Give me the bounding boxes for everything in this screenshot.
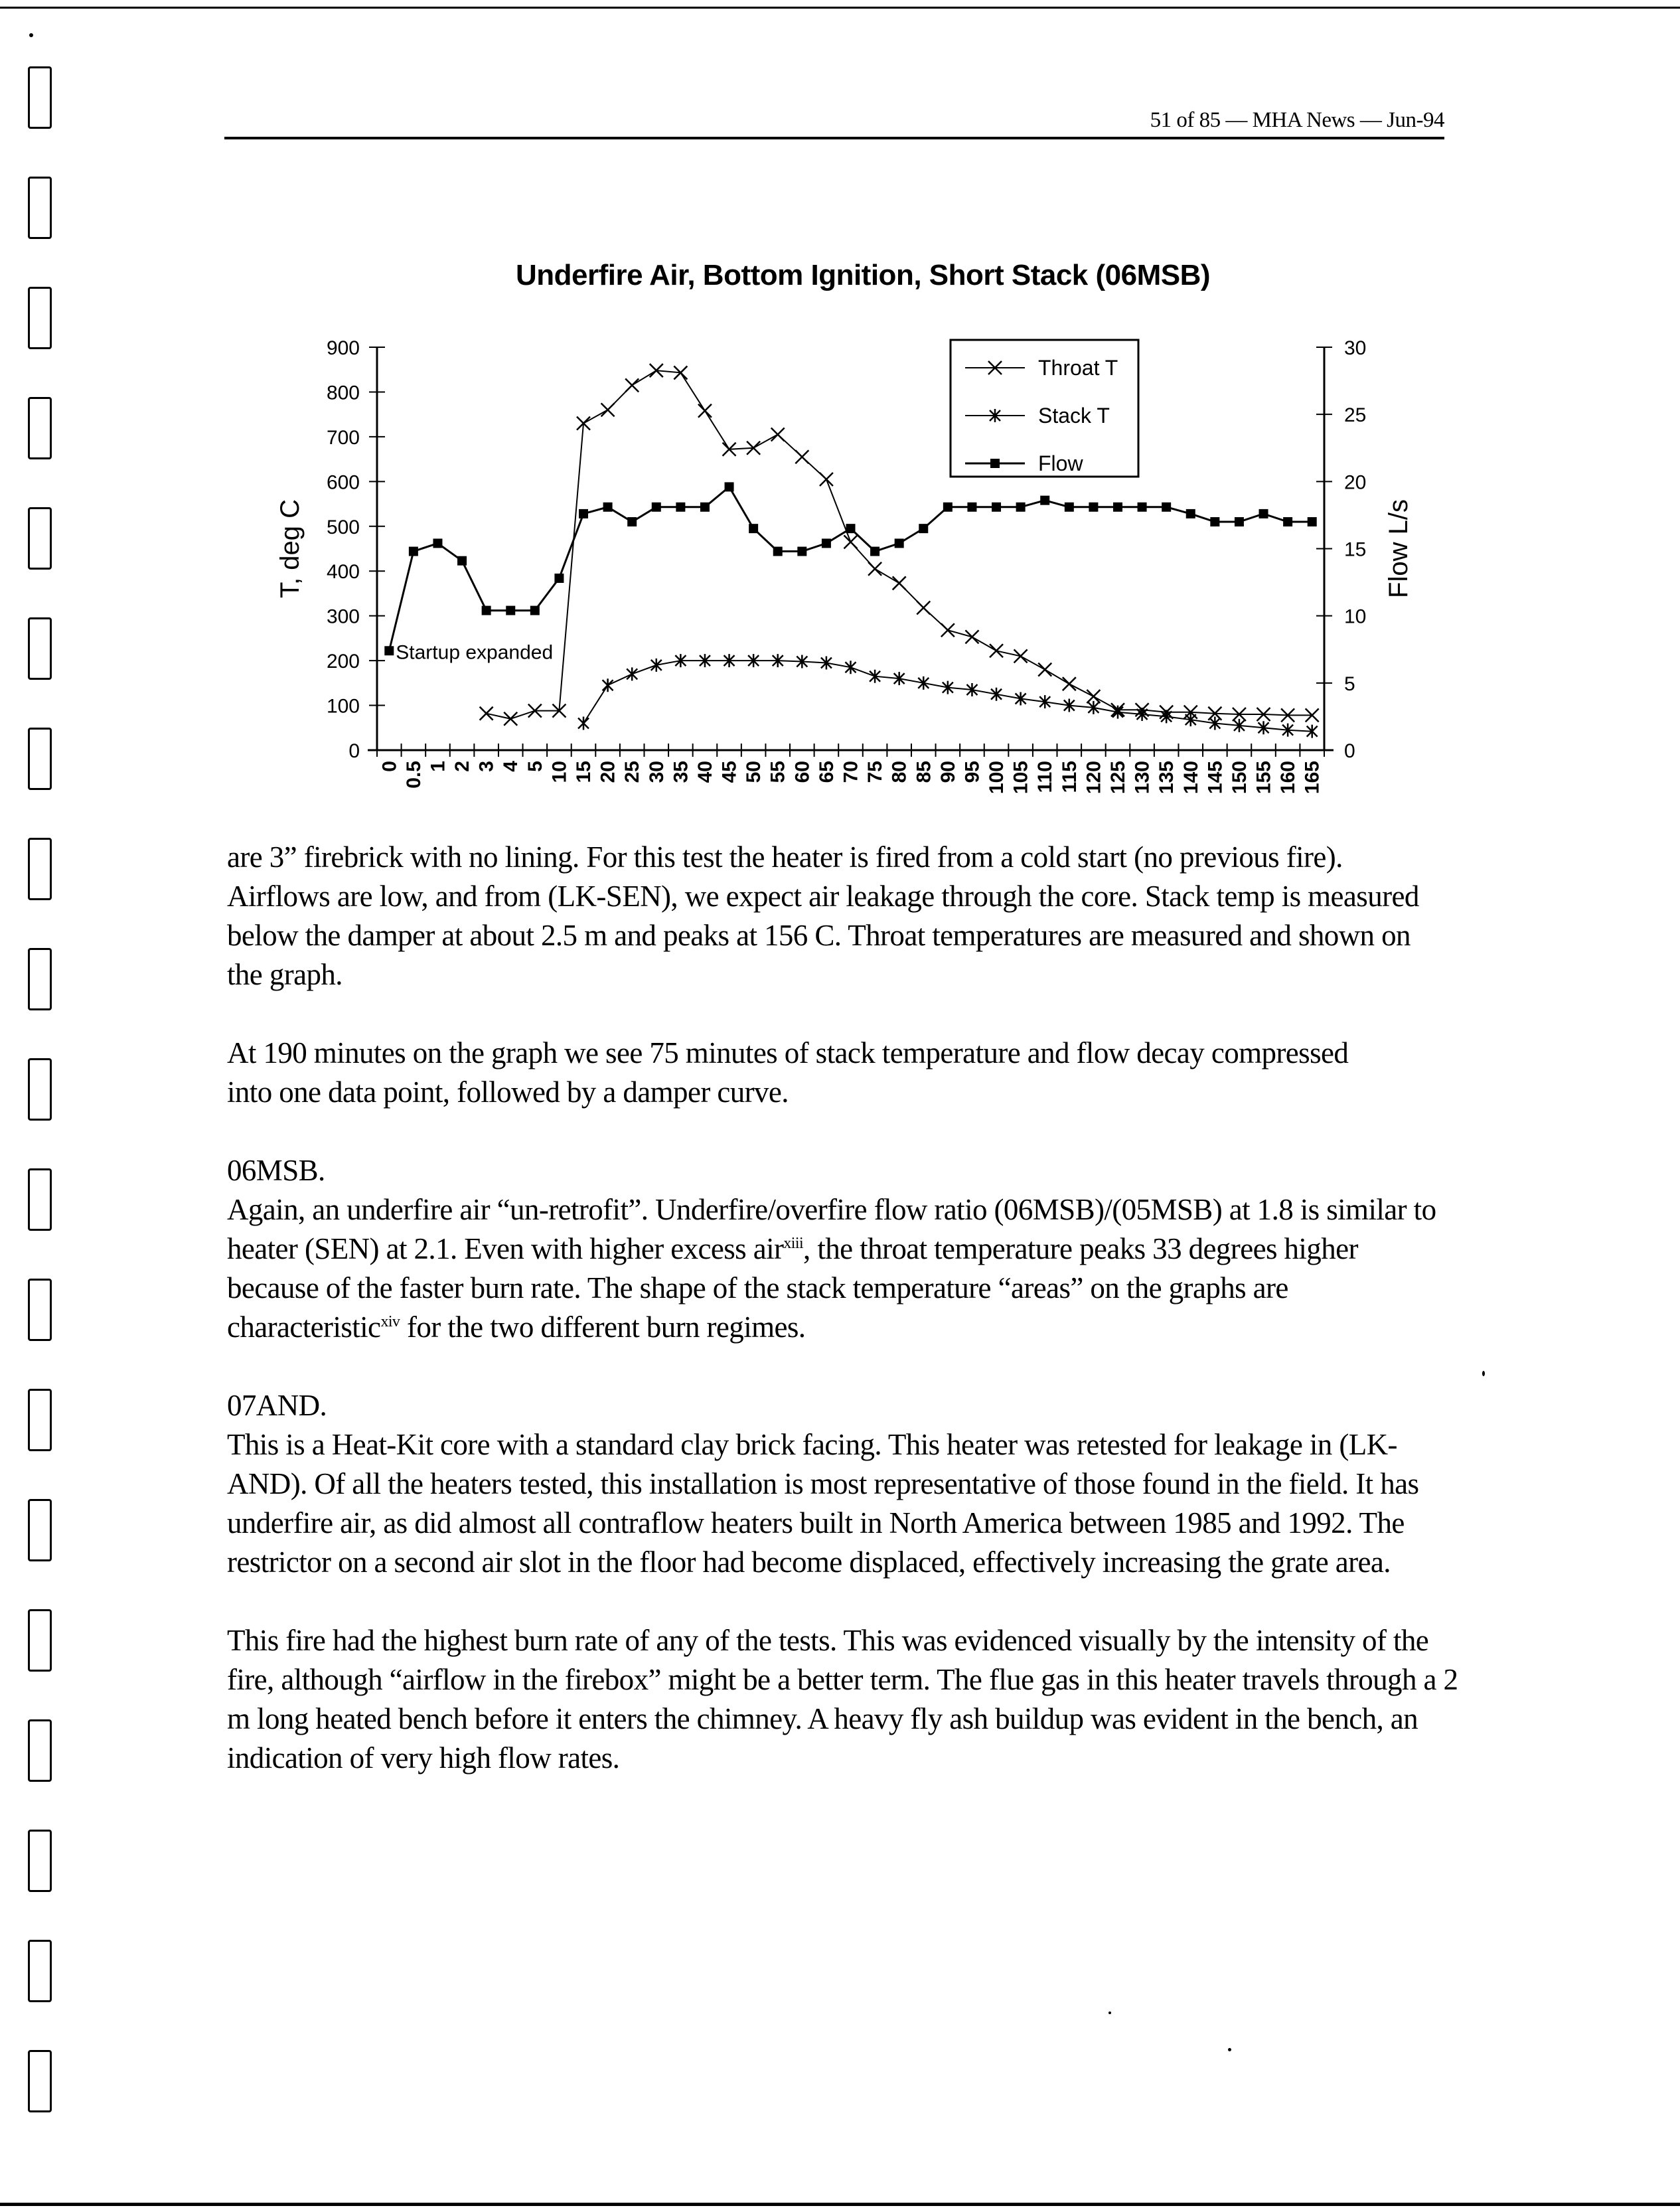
left-tick-label: 700	[326, 426, 360, 449]
left-tick-label: 100	[326, 695, 360, 718]
flow-line	[389, 487, 1312, 651]
right-tick-label: 20	[1344, 471, 1367, 494]
flow-marker	[676, 503, 685, 512]
throat-t-marker	[941, 623, 955, 637]
paragraph-3-part-c: for the two different burn regimes.	[400, 1310, 806, 1344]
right-tick-label: 10	[1344, 605, 1367, 628]
throat-t-marker	[795, 450, 808, 463]
binder-hole	[28, 2050, 52, 2112]
legend-label-throat-t: Throat T	[1038, 356, 1118, 380]
x-tick-label: 35	[670, 761, 692, 783]
x-tick-label: 155	[1253, 761, 1275, 795]
legend-label-stack-t: Stack T	[1038, 404, 1110, 428]
throat-t-marker	[504, 712, 517, 726]
flow-marker	[1186, 509, 1195, 518]
x-tick-label: 70	[840, 761, 862, 783]
left-axis-title: T, deg C	[275, 499, 305, 598]
x-tick-label: 45	[718, 761, 741, 783]
paragraph-2: At 190 minutes on the graph we see 75 minutes of stack temperature and flow decay compressed into one data point, followed by a damper curve.	[227, 1036, 1349, 1109]
binder-hole	[28, 838, 52, 900]
flow-marker	[725, 482, 734, 491]
x-tick-label: 85	[913, 761, 935, 783]
throat-t-marker	[480, 707, 493, 720]
flow-marker	[992, 503, 1001, 512]
flow-marker	[749, 524, 758, 533]
throat-t-marker	[990, 644, 1003, 657]
throat-t-marker	[601, 403, 615, 416]
flow-marker	[1235, 517, 1244, 526]
x-tick-label: 0.5	[402, 761, 425, 789]
throat-t-marker	[917, 601, 930, 615]
binder-hole	[28, 1830, 52, 1892]
throat-t-marker	[893, 576, 906, 590]
header-text: 51 of 85 — MHA News — Jun-94	[1150, 108, 1444, 132]
paragraph-3-part-a: Again, an underfire air “un-retrofit”. Underfire/overfire flow ratio (06MSB)/(05MSB) at 1.8 is similar to heater (SEN) at 2.1. Even with higher excess air	[227, 1193, 1436, 1265]
x-tick-label: 160	[1277, 761, 1300, 795]
paragraph-1: are 3” firebrick with no lining. For this test the heater is fired from a cold start (no previous fire). Airflows are low, and from (LK-SEN), we expect air leakage through the core. Stack temp is measured below the damper at about 2.5 m and peaks at 156 C. Throat temperatures are measured and shown on the graph.	[227, 840, 1419, 991]
flow-marker	[1089, 503, 1098, 512]
flow-marker	[846, 524, 856, 533]
flow-marker	[1210, 517, 1219, 526]
footnote-ref-xiv[interactable]: xiv	[380, 1313, 400, 1330]
x-tick-label: 135	[1156, 761, 1178, 795]
x-tick-label: 50	[743, 761, 765, 783]
flow-marker	[457, 556, 467, 566]
flow-marker	[895, 538, 904, 548]
throat-t-marker	[625, 378, 639, 392]
startup-annotation: Startup expanded	[396, 641, 554, 664]
right-tick-label: 25	[1344, 404, 1367, 427]
x-tick-label: 165	[1301, 761, 1324, 795]
x-tick-label: 30	[645, 761, 668, 783]
x-tick-label: 4	[500, 761, 522, 772]
binder-hole	[28, 1168, 52, 1231]
x-tick-label: 3	[475, 761, 498, 772]
flow-marker	[627, 517, 637, 526]
flow-marker	[530, 606, 540, 615]
binder-hole	[28, 1499, 52, 1561]
throat-t-marker	[1014, 649, 1028, 663]
flow-marker	[870, 547, 879, 556]
stack-t-marker	[846, 661, 856, 674]
left-tick-label: 0	[348, 740, 360, 762]
throat-t-marker	[1063, 677, 1076, 690]
x-tick-label: 90	[937, 761, 959, 783]
flow-marker	[943, 503, 953, 512]
x-tick-label: 150	[1228, 761, 1251, 795]
scan-speck	[1228, 2048, 1231, 2051]
right-axis-title: Flow L/s	[1384, 499, 1413, 598]
flow-marker	[822, 538, 831, 548]
flow-marker	[919, 524, 928, 533]
throat-t-marker	[965, 630, 978, 643]
scan-speck	[1108, 2011, 1111, 2014]
binder-hole	[28, 1940, 52, 2002]
flow-marker	[579, 509, 588, 518]
x-tick-label: 125	[1107, 761, 1129, 795]
throat-t-marker	[1038, 663, 1051, 676]
footnote-ref-xiii[interactable]: xiii	[783, 1235, 804, 1252]
flow-marker	[773, 547, 783, 556]
paragraph-3-part-b: , the throat temperature peaks 33 degrees higher because of the faster burn rate. The shape of the stack temperature “areas” on the graphs are characteristic	[227, 1232, 1358, 1344]
flow-marker	[433, 538, 442, 548]
flow-marker	[384, 646, 394, 655]
flow-marker	[1138, 503, 1147, 512]
x-tick-label: 120	[1083, 761, 1105, 795]
x-tick-label: 80	[888, 761, 911, 783]
heading-06msb: 06MSB.	[227, 1154, 325, 1187]
x-tick-label: 1	[427, 761, 449, 772]
binder-hole	[28, 1609, 52, 1672]
x-tick-label: 75	[864, 761, 887, 783]
paragraph-4: This is a Heat-Kit core with a standard clay brick facing. This heater was retested for leakage in (LK-AND). Of all the heaters tested, this installation is most representative of those found in the field. It has underfire air, as did almost all contraflow heaters built in North America between 1985 and 1992. The restrictor on a second air slot in the floor had become displaced, effectively increasing the grate area.	[227, 1428, 1419, 1579]
right-tick-label: 0	[1344, 740, 1355, 762]
left-tick-label: 500	[326, 516, 360, 538]
flow-marker	[506, 606, 515, 615]
flow-marker	[700, 503, 710, 512]
flow-marker	[1283, 517, 1292, 526]
scan-speck	[1482, 1371, 1485, 1376]
x-tick-label: 0	[378, 761, 401, 772]
flow-marker	[1113, 503, 1122, 512]
x-tick-label: 25	[621, 761, 644, 783]
flow-marker	[797, 547, 806, 556]
x-tick-label: 145	[1204, 761, 1227, 795]
left-tick-label: 900	[326, 337, 360, 359]
x-tick-label: 15	[573, 761, 595, 783]
binder-hole	[28, 1719, 52, 1782]
stack-t-marker	[627, 667, 637, 680]
right-tick-label: 15	[1344, 538, 1367, 561]
flow-marker	[1259, 509, 1268, 518]
x-tick-label: 100	[986, 761, 1008, 795]
x-tick-label: 55	[767, 761, 789, 783]
paragraph-3	[227, 1190, 1455, 1347]
flow-marker	[1162, 503, 1171, 512]
chart-title: Underfire Air, Bottom Ignition, Short Stack (06MSB)	[515, 259, 1211, 291]
stack-t-marker	[603, 678, 613, 692]
right-tick-label: 5	[1344, 672, 1355, 695]
legend-marker-flow	[990, 459, 1000, 468]
flow-marker	[1016, 503, 1026, 512]
stack-t-line	[583, 661, 1312, 732]
throat-t-marker	[698, 404, 712, 418]
binder-hole	[28, 1389, 52, 1451]
flow-marker	[967, 503, 976, 512]
legend-label-flow: Flow	[1038, 451, 1083, 475]
x-tick-label: 40	[694, 761, 716, 783]
x-tick-label: 20	[597, 761, 619, 783]
left-tick-label: 300	[326, 605, 360, 628]
heading-07and: 07AND.	[227, 1389, 327, 1422]
flow-marker	[482, 606, 491, 615]
x-tick-label: 65	[815, 761, 838, 783]
left-tick-label: 600	[326, 471, 360, 494]
chart	[0, 0, 1680, 830]
x-tick-label: 2	[451, 761, 474, 772]
x-tick-label: 105	[1010, 761, 1032, 795]
stack-t-marker	[578, 717, 589, 730]
x-tick-label: 115	[1058, 761, 1081, 793]
flow-marker	[1040, 496, 1049, 505]
body-text	[227, 838, 1458, 1778]
binder-hole	[28, 948, 52, 1010]
x-tick-label: 130	[1131, 761, 1154, 795]
flow-marker	[603, 503, 613, 512]
x-tick-label: 60	[791, 761, 814, 783]
flow-marker	[652, 503, 661, 512]
flow-marker	[1065, 503, 1074, 512]
x-tick-label: 140	[1180, 761, 1202, 795]
x-tick-label: 10	[548, 761, 571, 783]
paragraph-5: This fire had the highest burn rate of any of the tests. This was evidenced visually by the intensity of the fire, although “airflow in the firebox” might be a better term. The flue gas in this heater travels through a 2 m long heated bench before it enters the chimney. A heavy fly ash buildup was evident in the bench, an indication of very high flow rates.	[227, 1624, 1458, 1774]
throat-t-marker	[844, 535, 858, 548]
binder-hole	[28, 1279, 52, 1341]
binder-hole	[28, 1058, 52, 1121]
throat-t-marker	[868, 562, 881, 576]
x-tick-label: 5	[524, 761, 546, 772]
x-tick-label: 110	[1034, 761, 1057, 793]
flow-marker	[409, 547, 418, 556]
left-tick-label: 800	[326, 382, 360, 404]
left-tick-label: 400	[326, 561, 360, 584]
x-tick-label: 95	[961, 761, 984, 783]
throat-t-marker	[771, 428, 785, 441]
right-tick-label: 30	[1344, 337, 1367, 359]
left-tick-label: 200	[326, 651, 360, 673]
scan-bottom-edge	[0, 2203, 1680, 2206]
flow-marker	[554, 574, 564, 583]
throat-t-marker	[820, 473, 833, 486]
flow-marker	[1308, 517, 1317, 526]
